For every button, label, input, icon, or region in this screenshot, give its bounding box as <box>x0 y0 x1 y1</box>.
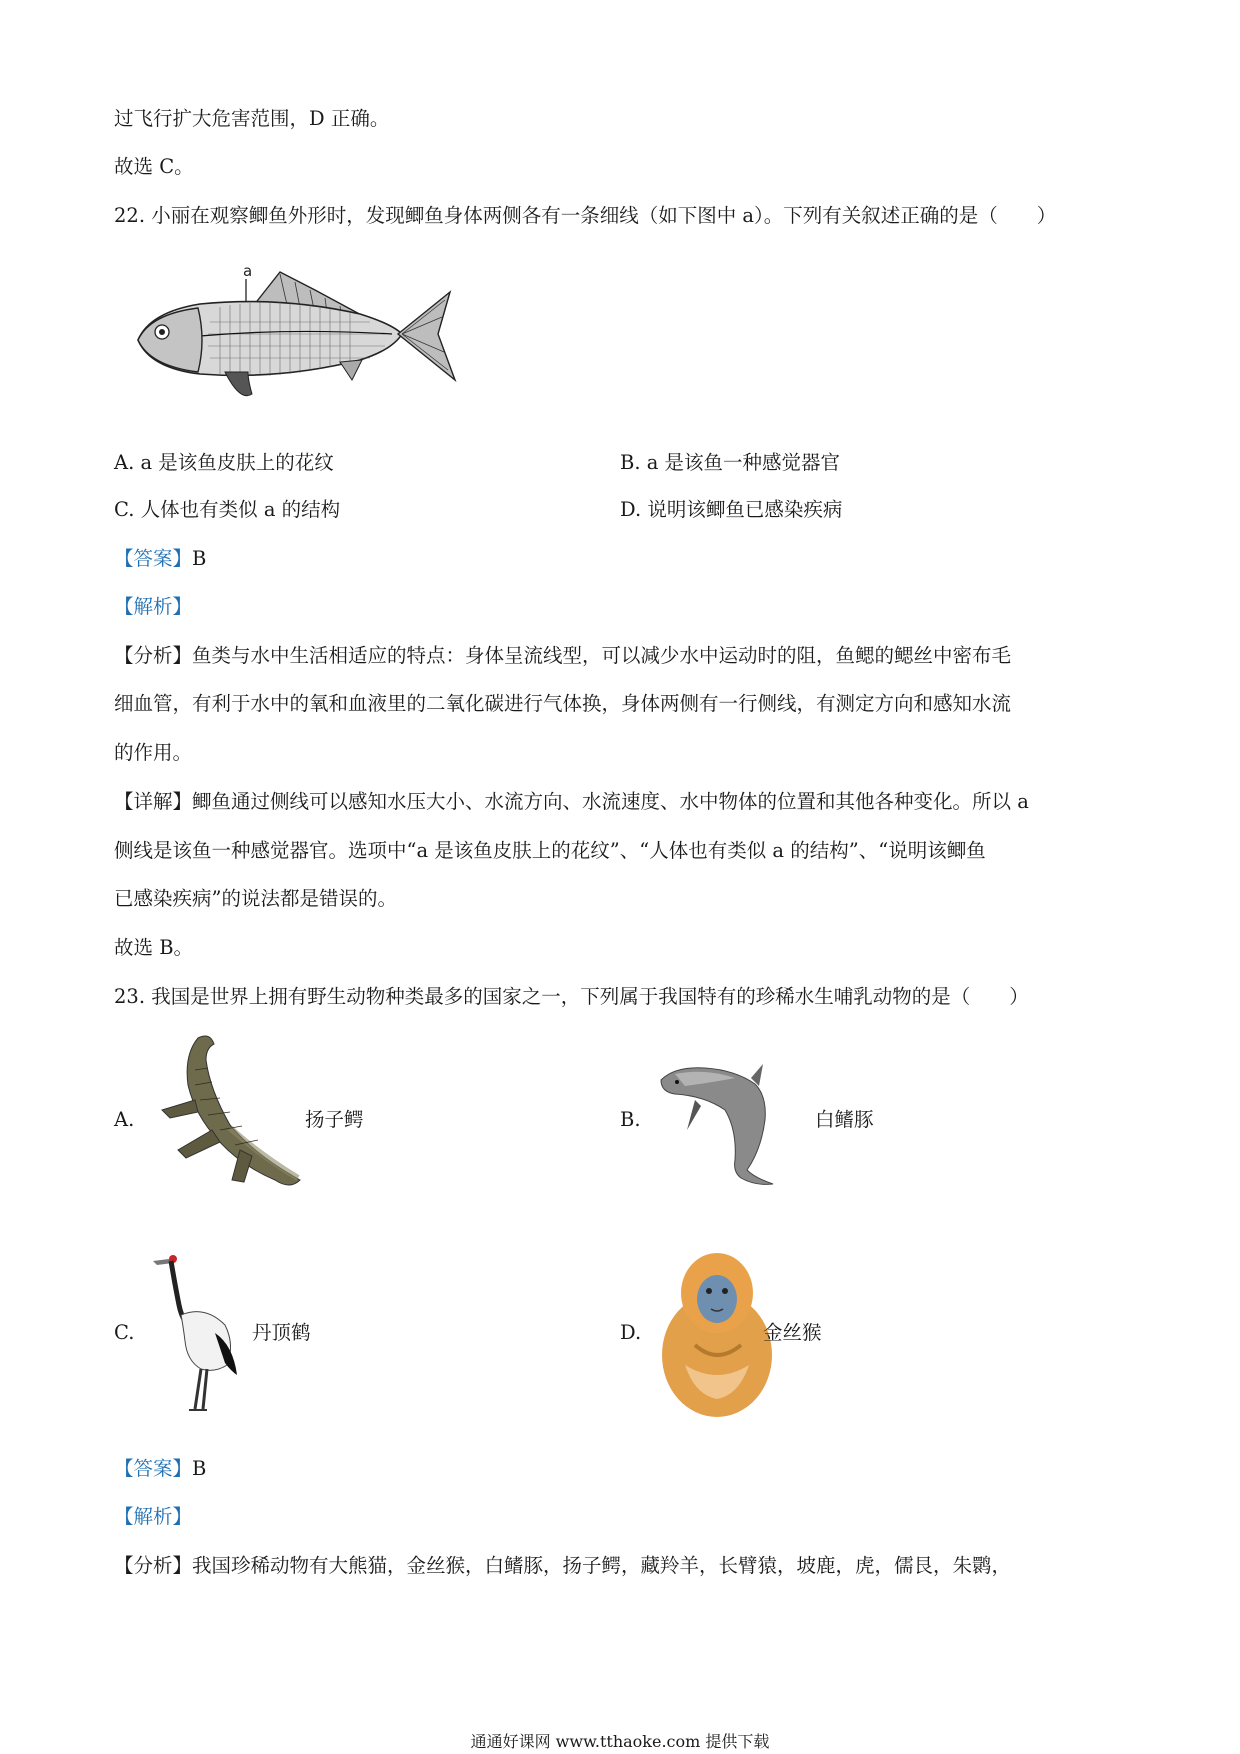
q23-option-b-name: 白鳍豚 <box>815 1108 874 1131</box>
footer-source: 通通好课网 www.tthaoke.com 提供下载 <box>470 1732 770 1751</box>
crucian-carp-figure <box>130 262 470 412</box>
q22-fenxi-line-1 <box>114 643 1011 669</box>
q22-option-c: C. 人体也有类似 a 的结构 <box>114 498 341 521</box>
q22-xiangjie-line-1 <box>114 789 1029 815</box>
xiangjie-text: 鲫鱼通过侧线可以感知水压大小、水流方向、水流速度、水中物体的位置和其他各种变化。所以 a <box>192 790 1029 813</box>
crane-icon <box>145 1245 255 1415</box>
xiangjie-tag: 【详解】 <box>114 790 193 813</box>
q22-answer <box>114 546 206 572</box>
q22-option-a: A. a 是该鱼皮肤上的花纹 <box>114 451 334 474</box>
fenxi-tag: 【分析】 <box>114 644 193 667</box>
fenxi-text: 我国珍稀动物有大熊猫，金丝猴，白鳍豚，扬子鳄，藏羚羊，长臂猿，坡鹿，虎，儒艮，朱鹮， <box>192 1554 1012 1577</box>
q23-option-a-name: 扬子鳄 <box>305 1108 364 1131</box>
q22-conclusion: 故选 B。 <box>114 936 194 959</box>
q23-option-b-letter: B. <box>620 1108 641 1131</box>
prev-conclusion: 故选 C。 <box>114 155 194 178</box>
q22-analysis-tag: 【解析】 <box>114 595 193 618</box>
q22-fenxi-line-2: 细血管，有利于水中的氧和血液里的二氧化碳进行气体换，身体两侧有一行侧线，有测定方向和感知水流 <box>114 692 1012 715</box>
q22-option-d: D. 说明该鲫鱼已感染疾病 <box>620 498 843 521</box>
q22-xiangjie-line-2: 侧线是该鱼一种感觉器官。选项中“a 是该鱼皮肤上的花纹”、“人体也有类似 a 的结构”、“说明该鲫鱼 <box>114 839 986 862</box>
q22-option-b: B. a 是该鱼一种感觉器官 <box>620 451 841 474</box>
answer-tag: 【答案】 <box>114 547 193 570</box>
q23-fenxi-line <box>114 1553 1011 1579</box>
q22-xiangjie-line-3: 已感染疾病”的说法都是错误的。 <box>114 887 397 910</box>
q23-option-d-name: 金丝猴 <box>763 1321 822 1344</box>
q23-option-c-letter: C. <box>114 1321 135 1344</box>
q22-fenxi-line-3: 的作用。 <box>114 741 193 764</box>
q23-option-d-letter: D. <box>620 1321 642 1344</box>
dolphin-icon <box>655 1060 795 1190</box>
answer-value: B <box>192 547 207 570</box>
q23-answer <box>114 1456 206 1482</box>
q22-stem: 22. 小丽在观察鲫鱼外形时，发现鲫鱼身体两侧各有一条细线（如下图中 a）。下列有关叙述正确的是（ ） <box>114 204 1057 227</box>
q23-stem: 23. 我国是世界上拥有野生动物种类最多的国家之一，下列属于我国特有的珍稀水生哺乳动物的是（ ） <box>114 985 1029 1008</box>
answer-value: B <box>192 1457 207 1480</box>
crocodile-icon <box>140 1030 310 1200</box>
q23-option-c-name: 丹顶鹤 <box>252 1321 311 1344</box>
q23-analysis-tag: 【解析】 <box>114 1505 193 1528</box>
prev-text-line: 过飞行扩大危害范围，D 正确。 <box>114 107 390 130</box>
figure-label-a: a <box>243 262 253 280</box>
q23-option-a-letter: A. <box>114 1108 135 1131</box>
answer-tag: 【答案】 <box>114 1457 193 1480</box>
fenxi-text: 鱼类与水中生活相适应的特点：身体呈流线型，可以减少水中运动时的阻，鱼鳃的鳃丝中密布毛 <box>192 644 1012 667</box>
fenxi-tag: 【分析】 <box>114 1554 193 1577</box>
